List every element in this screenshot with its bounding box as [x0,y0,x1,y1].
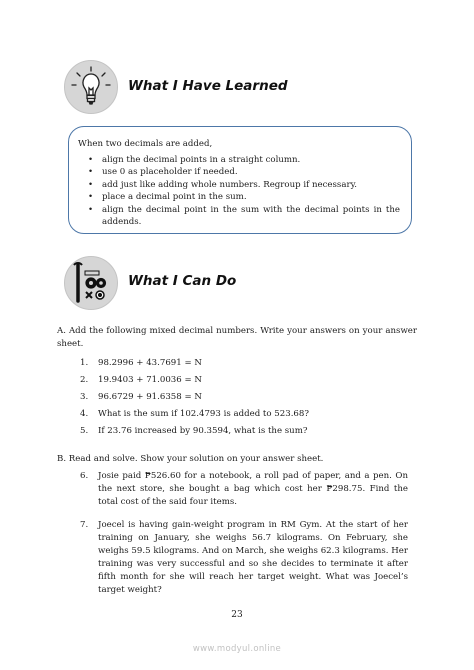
section-title-can-do: What I Can Do [128,273,237,289]
item-text: 98.2996 + 43.7691 = N [98,358,202,368]
part-a-instruction: A. Add the following mixed decimal numbers. Write your answers on your answer sheet. [57,326,417,349]
item-text: 96.6729 + 91.6358 = N [98,392,202,402]
learned-summary-box [68,126,412,234]
learned-bullet-list [88,154,400,228]
tools-icon-badge [64,256,118,310]
item-text: Joecel is having gain-weight program in RM Gym. At the start of her training on January, she weighs 56.7 kilograms. On February, she weighs 59.5 kilograms. And on March, she weighs 62.3 kilograms. Her training was very successful and so she decides to terminate it after fifth month for she will reach her target weight. What was Joecel’s target weight? [98,520,408,595]
part-b-instruction: B. Read and solve. Show your solution on your answer sheet. [57,454,324,464]
bullet-item: • use 0 as placeholder if needed. [88,166,400,178]
section-title-learned: What I Have Learned [128,78,288,94]
item-number: 4. [80,409,89,419]
item-number: 7. [80,520,89,530]
item-number: 6. [80,471,89,481]
item-number: 2. [80,375,89,385]
item-number: 1. [80,358,89,368]
watermark: www.modyul.online [192,644,282,654]
item-number: 3. [80,392,89,402]
lightbulb-icon-badge [64,60,118,114]
bullet-item: • add just like adding whole numbers. Regroup if necessary. [88,179,400,191]
item-text: Josie paid ₱526.60 for a notebook, a roll pad of paper, and a pen. On the next store, she bought a bag which cost her ₱298.75. Find the total cost of the said four items. [98,471,408,507]
bullet-item: • align the decimal point in the sum with the decimal points in the addends. [88,204,400,229]
learned-intro: When two decimals are added, [78,139,213,149]
item-text: 19.9403 + 71.0036 = N [98,375,202,385]
bullet-item: • align the decimal points in a straight column. [88,154,400,166]
tools-gears-icon [65,257,117,309]
bullet-item: • place a decimal point in the sum. [88,191,400,203]
item-text: What is the sum if 102.4793 is added to 523.68? [98,409,309,419]
item-text: If 23.76 increased by 90.3594, what is the sum? [98,426,308,436]
lightbulb-icon [65,61,117,113]
page-number: 23 [231,610,243,620]
item-number: 5. [80,426,89,436]
